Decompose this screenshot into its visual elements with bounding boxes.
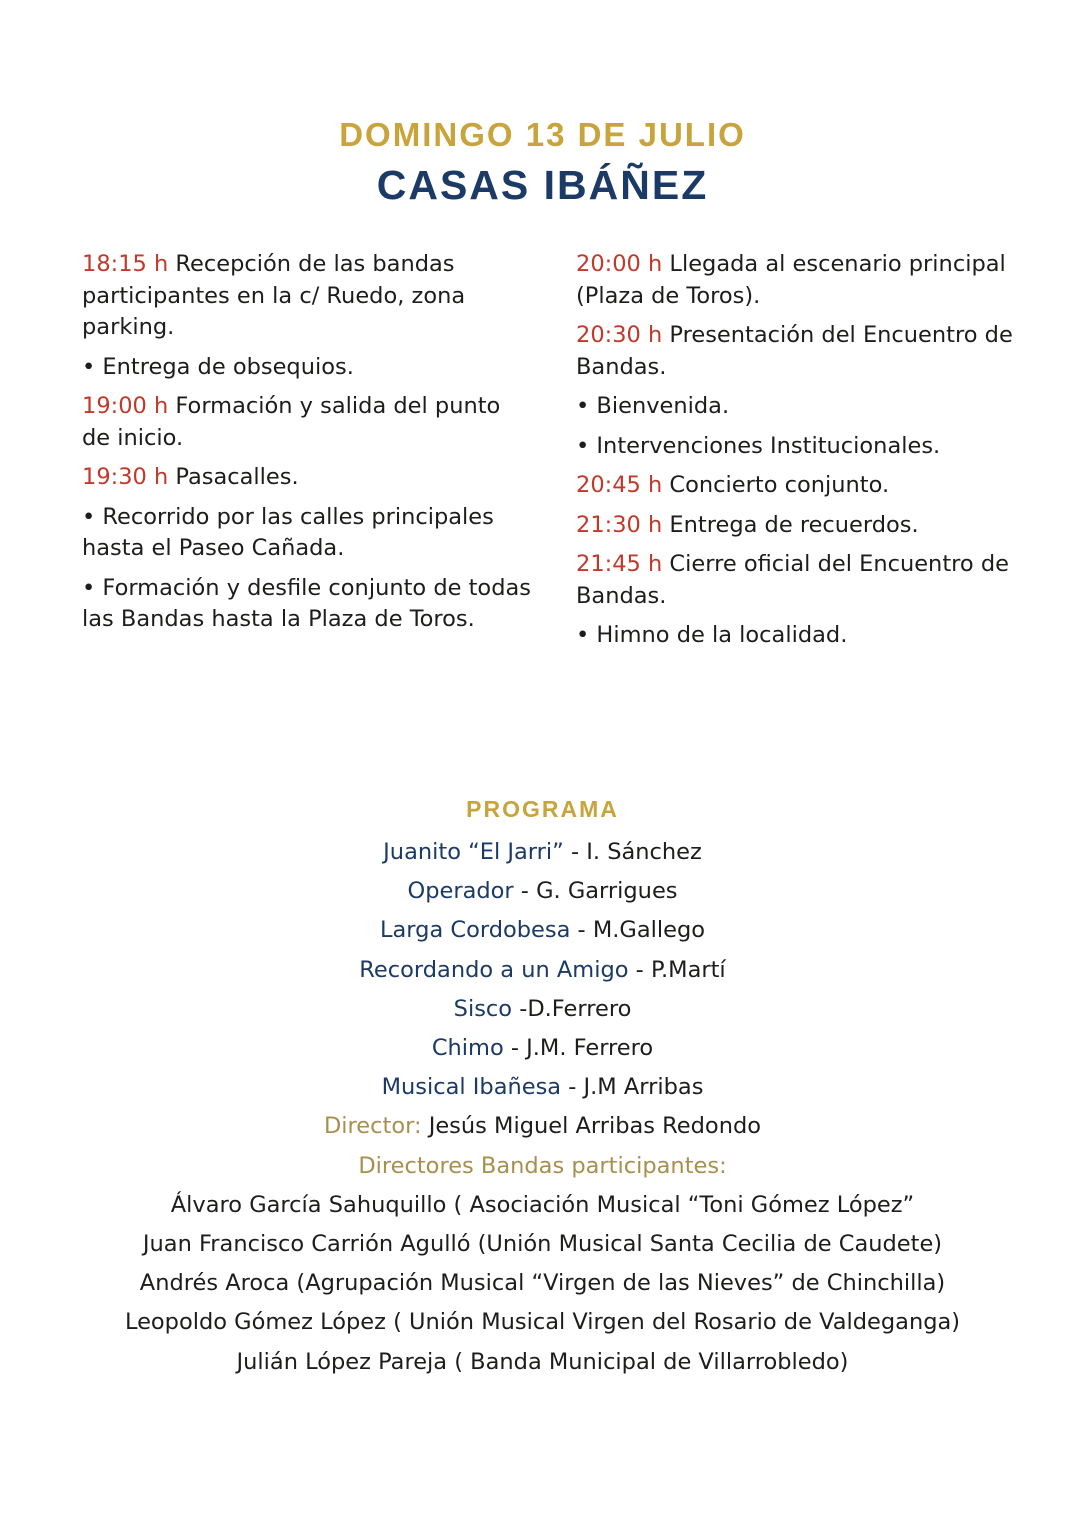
- participant-director: Julián López Pareja ( Banda Municipal de Villarrobledo): [236, 1348, 849, 1375]
- schedule-entry: [576, 249, 1016, 312]
- schedule-text: • Formación y desfile conjunto de todas las Bandas hasta la Plaza de Toros.: [82, 574, 531, 632]
- header: [0, 114, 1085, 210]
- programa-title: PROGRAMA: [466, 796, 619, 822]
- schedule-entry: [82, 352, 532, 384]
- schedule-text: Formación y salida del punto de inicio.: [82, 393, 501, 451]
- schedule-entry: [576, 510, 1016, 542]
- participant-director: Leopoldo Gómez López ( Unión Musical Virgen del Rosario de Valdeganga): [124, 1309, 961, 1336]
- director-line: [0, 1107, 1085, 1146]
- schedule-text: • Bienvenida.: [576, 393, 730, 419]
- schedule-entry: [576, 549, 1016, 612]
- event-date: DOMINGO 13 DE JULIO: [339, 116, 746, 153]
- program-piece: [0, 833, 1085, 872]
- schedule-entry: [576, 431, 1016, 463]
- schedule-time: 19:00 h: [82, 393, 169, 419]
- schedule-text: Cierre oficial del Encuentro de Bandas.: [576, 551, 1009, 609]
- piece-title: Musical Ibañesa: [381, 1074, 562, 1101]
- schedule-text: Recepción de las bandas participantes en la c/ Ruedo, zona parking.: [82, 251, 466, 340]
- piece-composer: - I. Sánchez: [563, 839, 702, 865]
- schedule-time: 20:45 h: [576, 472, 663, 498]
- schedule-entry: [82, 391, 532, 454]
- schedule-text: Concierto conjunto.: [662, 472, 890, 498]
- schedule-entry: [576, 470, 1016, 502]
- program-piece: [0, 990, 1085, 1029]
- piece-title: Chimo: [431, 1035, 504, 1062]
- schedule-right-column: [576, 249, 1016, 660]
- piece-composer: - G. Garrigues: [513, 878, 678, 905]
- schedule-text: Presentación del Encuentro de Bandas.: [576, 322, 1013, 380]
- piece-composer: - J.M Arribas: [561, 1074, 704, 1101]
- schedule-time: 19:30 h: [82, 464, 169, 490]
- piece-title: Recordando a un Amigo: [359, 956, 629, 983]
- director-label: Director:: [323, 1113, 422, 1140]
- schedule-time: 18:15 h: [82, 251, 169, 277]
- schedule-text: Llegada al escenario principal (Plaza de Toros).: [576, 251, 1006, 309]
- schedule-time: 21:45 h: [576, 551, 663, 577]
- program-piece: [0, 872, 1085, 911]
- schedule-text: • Intervenciones Institucionales.: [576, 432, 941, 459]
- schedule-left-column: [82, 249, 532, 644]
- participant-director: Andrés Aroca (Agrupación Musical “Virgen de las Nieves” de Chinchilla): [139, 1270, 946, 1297]
- programa-section: [0, 791, 1085, 1382]
- schedule-entry: [82, 249, 532, 344]
- piece-title: Juanito “El Jarri”: [383, 839, 564, 865]
- schedule-text: • Himno de la localidad.: [576, 622, 848, 648]
- schedule-text: Pasacalles.: [168, 464, 299, 490]
- schedule-time: 20:00 h: [576, 251, 663, 277]
- participant-director: Juan Francisco Carrión Agulló (Unión Musical Santa Cecilia de Caudete): [142, 1231, 943, 1258]
- piece-composer: - M.Gallego: [570, 917, 706, 944]
- piece-title: Larga Cordobesa: [379, 917, 571, 944]
- schedule-text: • Recorrido por las calles principales hasta el Paseo Cañada.: [82, 503, 494, 561]
- program-piece: [0, 951, 1085, 990]
- piece-composer: -D.Ferrero: [512, 995, 632, 1022]
- participant-director: Álvaro García Sahuquillo ( Asociación Musical “Toni Gómez López”: [170, 1191, 915, 1218]
- schedule-text: • Entrega de obsequios.: [82, 353, 354, 380]
- program-piece: [0, 1068, 1085, 1107]
- piece-composer: - J.M. Ferrero: [503, 1035, 654, 1062]
- schedule-entry: [576, 391, 1016, 423]
- program-piece: [0, 1029, 1085, 1068]
- event-place: CASAS IBÁÑEZ: [376, 162, 709, 208]
- schedule-time: 20:30 h: [576, 322, 663, 348]
- schedule-entry: [576, 620, 1016, 652]
- director-name: Jesús Miguel Arribas Redondo: [421, 1113, 762, 1140]
- schedule-entry: [82, 573, 532, 636]
- schedule-time: 21:30 h: [576, 511, 663, 538]
- directors-title: Directores Bandas participantes:: [358, 1152, 727, 1179]
- piece-composer: - P.Martí: [628, 956, 726, 983]
- piece-title: Operador: [407, 878, 514, 905]
- schedule-entry: [82, 502, 532, 565]
- schedule-entry: [82, 462, 532, 494]
- schedule-entry: [576, 320, 1016, 383]
- piece-title: Sisco: [453, 995, 513, 1022]
- schedule-text: Entrega de recuerdos.: [662, 511, 919, 538]
- program-piece: [0, 911, 1085, 950]
